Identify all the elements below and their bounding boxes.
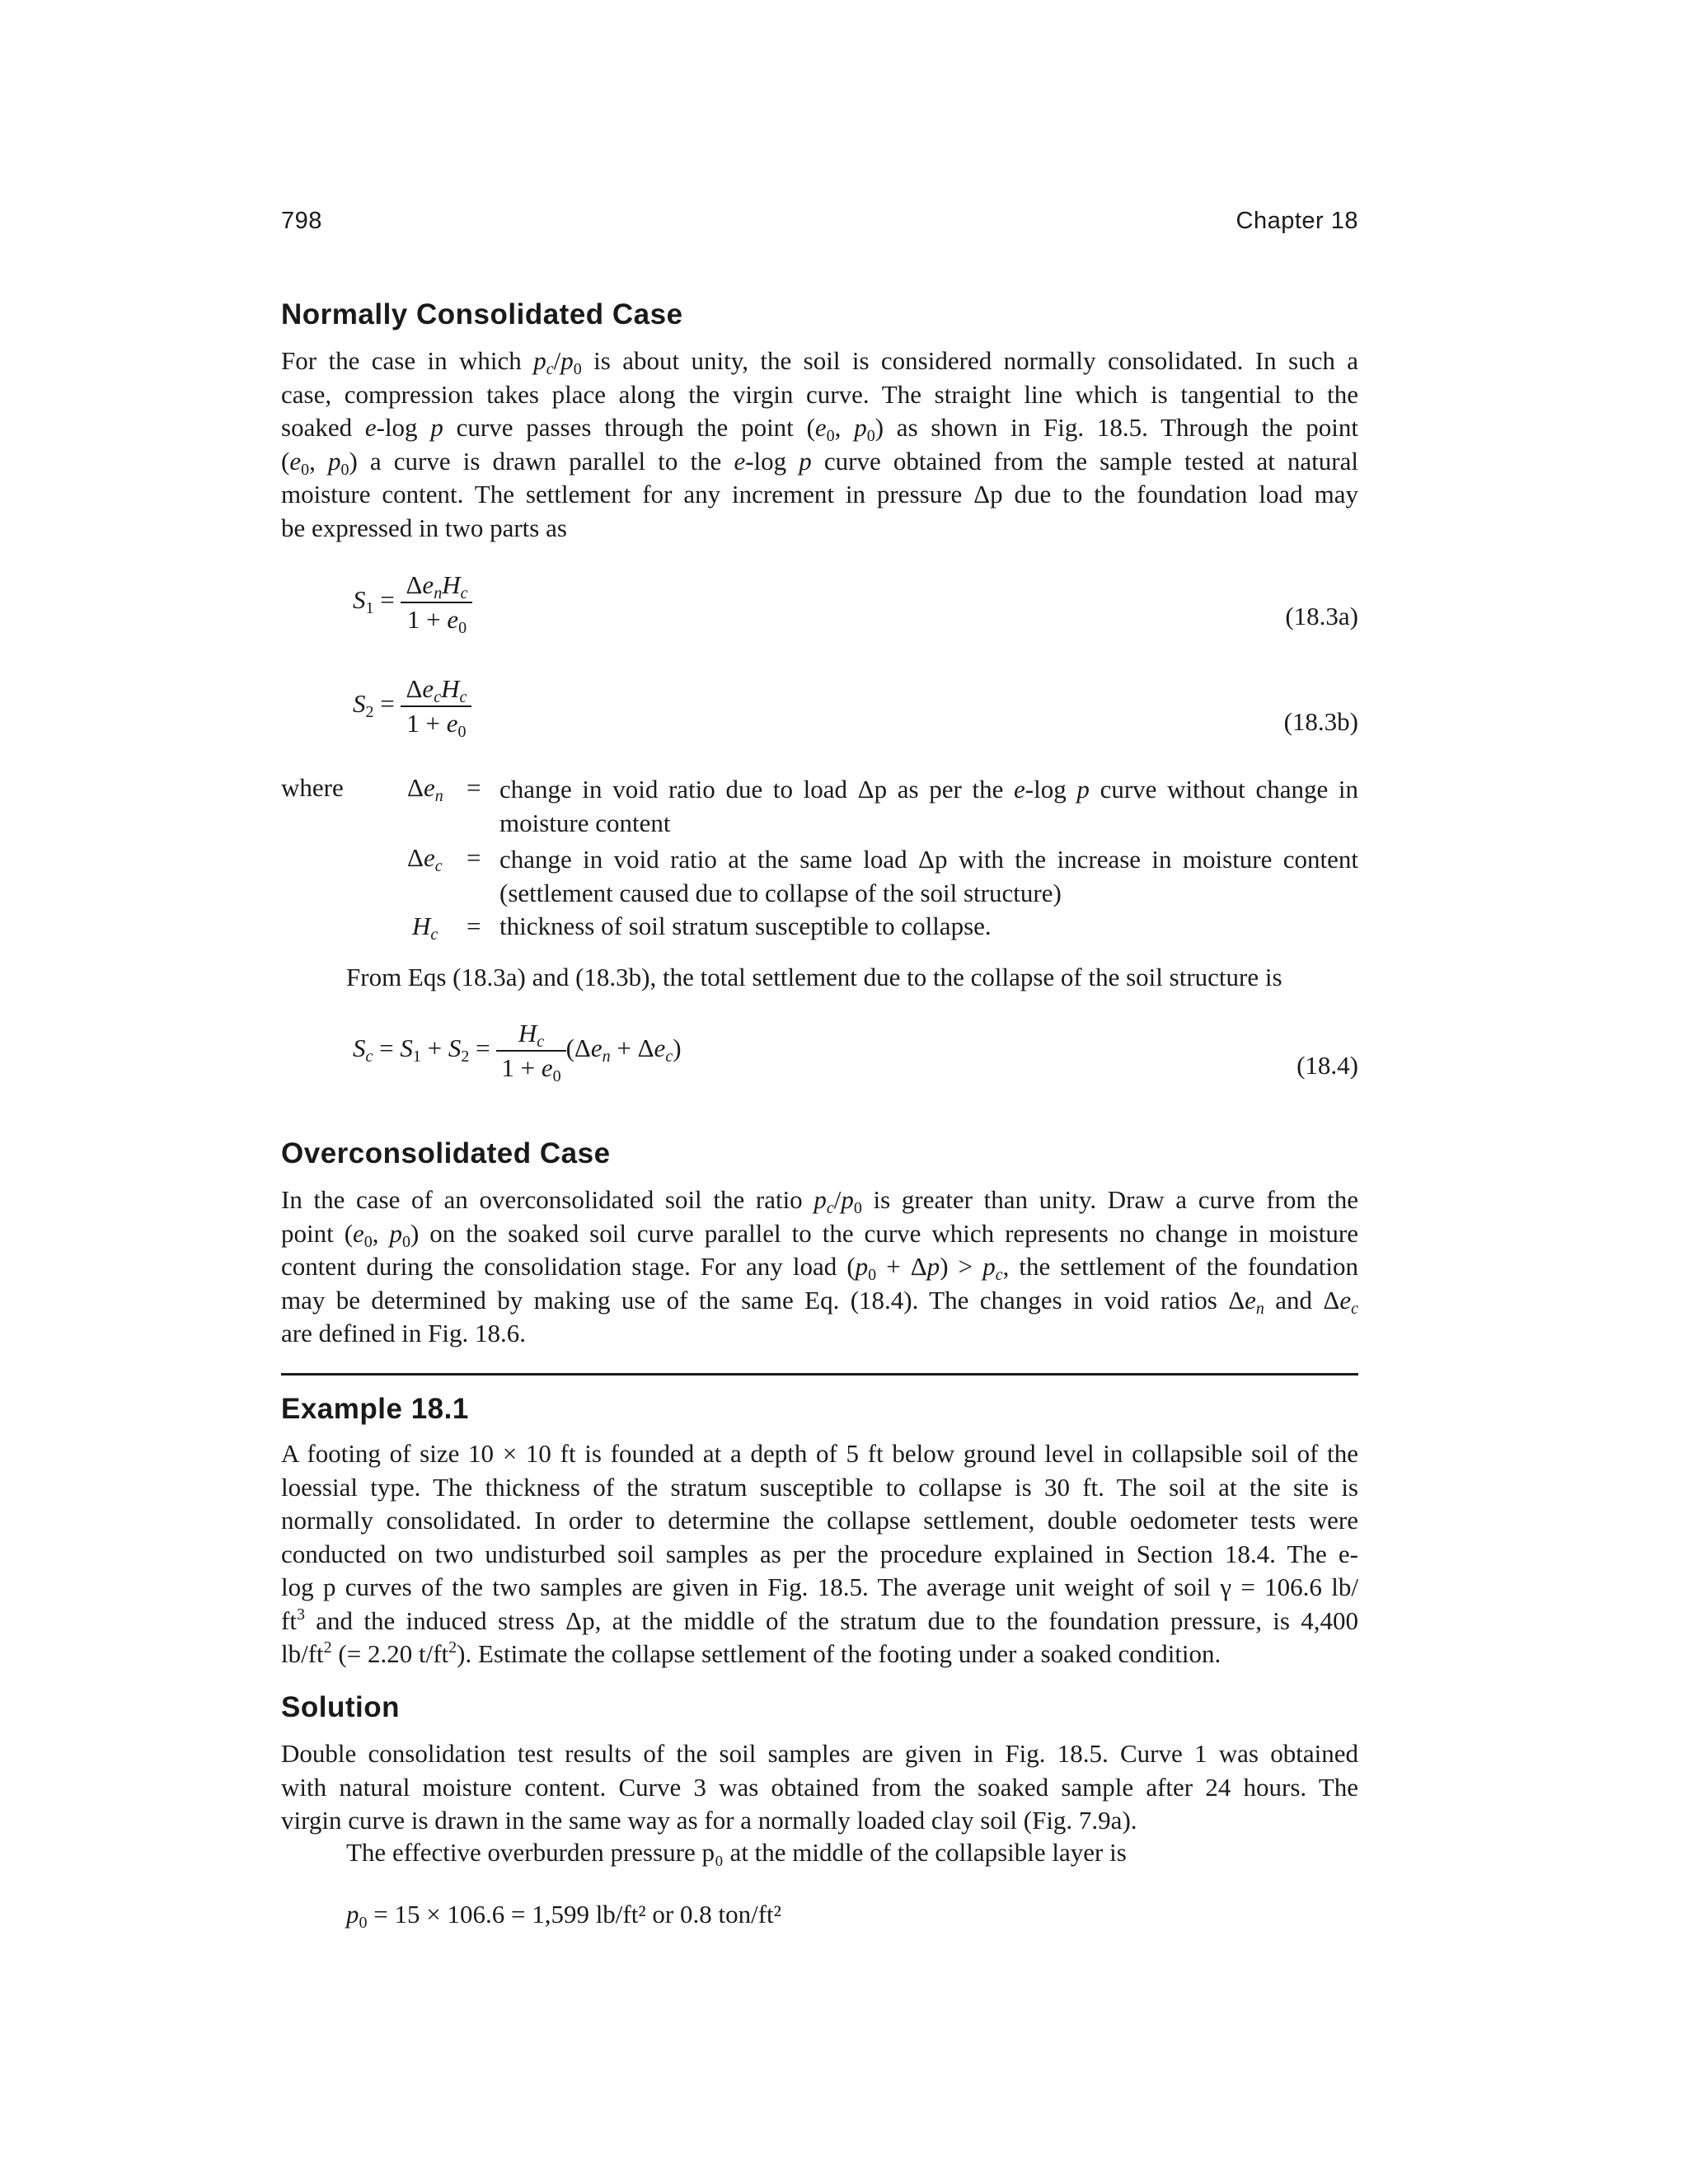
equals-sign: =	[467, 912, 481, 940]
normal-paragraph: For the case in which $p_c/p_0$ is about unity, the soil is considered normally consolidated. In such a case, compression takes place along the virgin curve. The straight line which is tangential to the soaked e-log p curve passes through the point ($e_0$, $p_0$) as shown in Fig. 18.5. Through the point ($e_0$, $p_0$) a curve is drawn parallel to the e-log p curve obtained from the sample tested at natural moisture content. The settlement for any increment in pressure Δp due to the foundation load may be expressed in two parts as	[281, 346, 1359, 542]
over-paragraph: In the case of an overconsolidated soil the ratio $p_c/p_0$ is greater than unity. Draw a curve from the point ($e_0$, $p_0$) on the soaked soil curve parallel to the curve which represents no change in moisture content during the consolidation stage. For any load $(p_0 + \Delta p) > p_c$, the settlement of the foundation may be determined by making use of the same Eq. (18.4). The changes in void ratios $\Delta e_n$ and $\Delta e_c$ are defined in Fig. 18.6.	[281, 1185, 1359, 1347]
section-heading-normal: Normally Consolidated Case	[281, 298, 683, 330]
where-label: where	[281, 773, 344, 802]
example-paragraph: A footing of size 10 × 10 ft is founded at a depth of 5 ft below ground level in collapsible soil of the loessial type. The thickness of the stratum susceptible to collapse is 30 ft. The soil at the site is normally consolidated. In order to determine the collapse settlement, double oedometer tests were conducted on two undisturbed soil samples as per the procedure explained in Section 18.4. The e- log p curves of the two samples are given in Fig. 18.5. The average unit weight of soil γ = 106.6 lb/ $ft^3$ and the induced stress Δp, at the middle of the stratum due to the foundation pressure, is 4,400 $lb/ft^2$ (= 2.20 $t/ft^2$). Estimate the collapse settlement of the footing under a soaked condition.	[281, 1439, 1359, 1668]
page-number: 798	[281, 208, 322, 234]
equation-number-18-4: (18.4)	[1296, 1051, 1358, 1080]
equals-sign: =	[467, 843, 481, 872]
equation-number-18-3b: (18.3b)	[1283, 707, 1358, 736]
definition-delta-ec: change in void ratio at the same load Δp with the increase in moisture content (settlement caused due to collapse of the soil structure)	[499, 845, 1358, 907]
solution-p0-calculation: $p_0 = 15 \times 106.6 = 1,599$ lb/ft² or 0.8 ton/ft²	[346, 1900, 781, 1932]
symbol-hc: $H_c$	[412, 912, 438, 944]
definition-delta-en: change in void ratio due to load Δp as per the e-log p curve without change in moisture content	[499, 775, 1359, 837]
solution-heading: Solution	[281, 1691, 400, 1723]
symbol-delta-en: $\Delta e_n$	[407, 773, 443, 805]
section-heading-over: Overconsolidated Case	[281, 1137, 611, 1169]
solution-overburden-text: The effective overburden pressure p₀ at the middle of the collapsible layer is	[346, 1838, 1127, 1867]
equation-18-4: $S_c = S_1 + S_2$ = $\frac{H_c}{1 + e_0}$ $(\Delta e_n + \Delta e_c)$	[353, 1019, 682, 1085]
symbol-delta-ec: $\Delta e_c$	[407, 843, 443, 875]
solution-paragraph: Double consolidation test results of the soil samples are given in Fig. 18.5. Curve 1 was obtained with natural moisture content. Curve 3 was obtained from the soaked sample after 24 hours. The virgin curve is drawn in the same way as for a normally loaded clay soil (Fig. 7.9a).	[281, 1739, 1358, 1835]
equals-sign: =	[467, 773, 481, 802]
from-equations-text: From Eqs (18.3a) and (18.3b), the total settlement due to the collapse of the soil structure is	[346, 963, 1282, 991]
equation-number-18-3a: (18.3a)	[1285, 602, 1358, 630]
equation-18-3b: $S_2$ = $\frac{\Delta e_cH_c}{1 + e_0}$	[353, 674, 471, 738]
equation-18-3a: $S_1$ = $\frac{\Delta e_nH_c}{1 + e_0}$	[353, 570, 472, 635]
definition-hc: thickness of soil stratum susceptible to collapse.	[499, 912, 992, 940]
section-divider	[281, 1373, 1358, 1376]
chapter-label: Chapter 18	[1236, 208, 1358, 234]
example-heading: Example 18.1	[281, 1393, 469, 1425]
